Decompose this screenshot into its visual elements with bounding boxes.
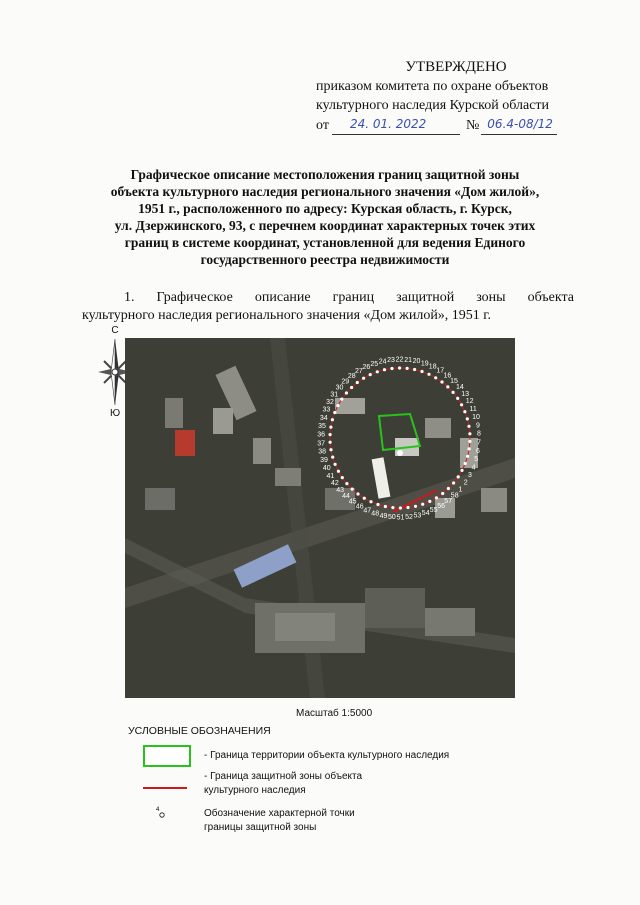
boundary-point-label-54: 54 bbox=[421, 510, 430, 518]
boundary-point-label-8: 8 bbox=[476, 430, 481, 438]
boundary-point-46 bbox=[363, 497, 366, 500]
boundary-point-label-40: 40 bbox=[322, 465, 331, 473]
legend-item-zone-border bbox=[204, 770, 362, 798]
boundary-point-23 bbox=[390, 367, 393, 370]
boundary-point-29 bbox=[350, 386, 353, 389]
number-prefix: № bbox=[465, 118, 480, 133]
boundary-point-label-18: 18 bbox=[428, 363, 437, 371]
boundary-point-label-32: 32 bbox=[326, 398, 334, 406]
boundary-point-34 bbox=[331, 418, 334, 421]
boundary-point-label-49: 49 bbox=[379, 512, 388, 520]
paragraph-word: объекта bbox=[527, 290, 574, 305]
approval-date-row bbox=[316, 115, 596, 135]
boundary-point-label-12: 12 bbox=[465, 398, 474, 406]
boundary-point-label-1: 1 bbox=[458, 486, 463, 494]
boundary-point-label-3: 3 bbox=[468, 472, 472, 480]
boundary-point-38 bbox=[329, 448, 332, 451]
boundary-point-label-21: 21 bbox=[404, 356, 412, 364]
boundary-point-label-6: 6 bbox=[476, 447, 480, 455]
boundary-point-label-58: 58 bbox=[450, 492, 459, 500]
boundary-point-label-23: 23 bbox=[387, 357, 395, 364]
boundary-point-8 bbox=[468, 432, 471, 435]
boundary-point-label-27: 27 bbox=[355, 368, 363, 376]
map-scale: Масштаб 1:5000 bbox=[296, 708, 373, 719]
paragraph-word: Графическое bbox=[156, 290, 233, 305]
boundary-point-24 bbox=[383, 368, 386, 371]
legend-item-point bbox=[204, 807, 355, 835]
boundary-point-3 bbox=[460, 469, 463, 472]
boundary-point-label-15: 15 bbox=[450, 377, 458, 385]
aerial-map bbox=[125, 338, 515, 698]
heading-line-4: ул. Дзержинского, 93, с перечнем координат характерных точек этих bbox=[114, 218, 536, 233]
boundary-point-label-56: 56 bbox=[437, 502, 445, 510]
boundary-point-32 bbox=[336, 404, 339, 407]
boundary-point-label-48: 48 bbox=[371, 510, 380, 518]
boundary-point-20 bbox=[413, 368, 416, 371]
boundary-point-18 bbox=[427, 373, 430, 376]
approval-line-2: культурного наследия Курской области bbox=[316, 98, 550, 113]
boundary-point-label-20: 20 bbox=[412, 358, 421, 366]
boundary-point-15 bbox=[446, 385, 449, 388]
boundary-point-label-17: 17 bbox=[436, 367, 445, 375]
boundary-point-4 bbox=[464, 462, 467, 465]
paragraph-word: границ bbox=[332, 290, 375, 305]
boundary-point-26 bbox=[369, 373, 372, 376]
boundary-point-35 bbox=[329, 426, 332, 429]
legend-item-zone-border-line1: - Граница защитной зоны объекта bbox=[204, 771, 363, 782]
order-date: 24. 01. 2022 bbox=[332, 115, 460, 135]
boundary-point-label-25: 25 bbox=[370, 360, 379, 368]
boundary-point-label-29: 29 bbox=[341, 378, 350, 386]
boundary-point-55 bbox=[428, 500, 431, 503]
compass-north-label: С bbox=[111, 325, 119, 336]
boundary-point-label-31: 31 bbox=[330, 391, 339, 399]
boundary-point-label-52: 52 bbox=[405, 514, 413, 521]
boundary-point-label-24: 24 bbox=[378, 358, 387, 366]
boundary-point-31 bbox=[340, 398, 343, 401]
boundary-point-33 bbox=[333, 411, 336, 414]
boundary-point-label-42: 42 bbox=[331, 480, 339, 488]
boundary-point-58 bbox=[447, 487, 450, 490]
boundary-point-label-47: 47 bbox=[363, 507, 372, 515]
heading-line-3: 1951 г., расположенного по адресу: Курская область, г. Курск, bbox=[138, 201, 512, 216]
boundary-point-41 bbox=[337, 470, 340, 473]
boundary-point-label-43: 43 bbox=[336, 487, 344, 494]
boundary-point-label-22: 22 bbox=[395, 356, 404, 364]
order-number: 06.4-08/12 bbox=[481, 115, 557, 135]
boundary-point-37 bbox=[329, 441, 332, 444]
boundary-point-30 bbox=[345, 391, 348, 394]
boundary-point-label-37: 37 bbox=[317, 440, 325, 448]
legend-item-point-line2: границы защитной зоны bbox=[204, 822, 317, 833]
boundary-point-10 bbox=[466, 417, 469, 420]
boundary-point-11 bbox=[463, 410, 466, 413]
boundary-point-label-26: 26 bbox=[362, 364, 371, 371]
boundary-point-2 bbox=[457, 475, 460, 478]
boundary-point-9 bbox=[467, 425, 470, 428]
characteristic-point-swatch bbox=[156, 806, 166, 818]
boundary-point-label-14: 14 bbox=[456, 384, 464, 391]
boundary-point-16 bbox=[440, 380, 443, 383]
date-prefix: от bbox=[316, 118, 329, 133]
boundary-point-label-13: 13 bbox=[461, 390, 469, 398]
boundary-point-label-35: 35 bbox=[318, 423, 326, 431]
boundary-point-label-4: 4 bbox=[471, 464, 476, 472]
boundary-point-51 bbox=[399, 506, 402, 509]
boundary-point-label-11: 11 bbox=[469, 405, 477, 413]
paragraph-first-line bbox=[82, 289, 574, 307]
boundary-point-45 bbox=[356, 492, 359, 495]
boundary-point-label-45: 45 bbox=[348, 498, 357, 506]
boundary-point-label-10: 10 bbox=[472, 413, 480, 421]
boundary-point-56 bbox=[435, 496, 438, 499]
boundary-point-label-50: 50 bbox=[388, 514, 396, 522]
zone-border-swatch bbox=[143, 787, 187, 789]
boundary-point-label-53: 53 bbox=[413, 512, 422, 520]
boundary-point-6 bbox=[468, 447, 471, 450]
boundary-point-label-19: 19 bbox=[420, 360, 429, 368]
boundary-point-40 bbox=[334, 463, 337, 466]
boundary-point-label-39: 39 bbox=[320, 457, 328, 465]
boundary-point-label-36: 36 bbox=[317, 431, 325, 439]
compass-south-label: Ю bbox=[109, 408, 121, 419]
legend-item-point-line1: Обозначение характерной точки bbox=[204, 808, 355, 819]
boundary-point-50 bbox=[391, 506, 394, 509]
boundary-point-1 bbox=[452, 481, 455, 484]
legend-title: УСЛОВНЫЕ ОБОЗНАЧЕНИЯ bbox=[128, 725, 271, 737]
boundary-point-label-9: 9 bbox=[475, 422, 480, 430]
boundary-point-21 bbox=[406, 367, 409, 370]
boundary-point-14 bbox=[452, 391, 455, 394]
paragraph-word: описание bbox=[254, 290, 311, 305]
document-heading bbox=[80, 166, 570, 268]
heading-line-2: объекта культурного наследия регионального значения «Дом жилой», bbox=[110, 184, 540, 199]
boundary-point-19 bbox=[420, 370, 423, 373]
boundary-point-5 bbox=[466, 455, 469, 458]
boundary-point-label-7: 7 bbox=[476, 439, 481, 447]
boundary-point-label-55: 55 bbox=[429, 507, 438, 514]
boundary-point-label-34: 34 bbox=[319, 414, 328, 422]
boundary-point-label-28: 28 bbox=[347, 372, 356, 380]
boundary-point-49 bbox=[384, 505, 387, 508]
boundary-point-label-5: 5 bbox=[474, 456, 479, 464]
boundary-point-42 bbox=[341, 476, 344, 479]
boundary-point-label-44: 44 bbox=[342, 493, 350, 501]
paragraph-second-line: культурного наследия регионального значения «Дом жилой», 1951 г. bbox=[82, 308, 491, 323]
approval-line-1: приказом комитета по охране объектов bbox=[316, 79, 549, 94]
heading-line-1: Графическое описание местоположения границ защитной зоны bbox=[130, 167, 520, 182]
boundary-point-label-33: 33 bbox=[322, 406, 331, 414]
boundary-point-25 bbox=[376, 370, 379, 373]
paragraph-word: защитной bbox=[396, 290, 455, 305]
boundary-point-7 bbox=[468, 440, 471, 443]
boundary-point-13 bbox=[456, 397, 459, 400]
object-border-swatch bbox=[143, 745, 191, 767]
boundary-point-48 bbox=[376, 503, 379, 506]
boundary-point-52 bbox=[406, 506, 409, 509]
boundary-point-label-46: 46 bbox=[355, 503, 364, 511]
boundary-point-12 bbox=[460, 403, 463, 406]
boundary-point-47 bbox=[369, 500, 372, 503]
boundary-point-28 bbox=[356, 381, 359, 384]
legend-item-object-border: - Граница территории объекта культурного наследия bbox=[204, 750, 450, 761]
legend-item-zone-border-line2: культурного наследия bbox=[204, 785, 306, 796]
boundary-point-label-16: 16 bbox=[443, 372, 452, 380]
paragraph-word: зоны bbox=[476, 290, 506, 305]
boundary-point-36 bbox=[329, 433, 332, 436]
boundary-point-label-2: 2 bbox=[463, 479, 468, 487]
boundary-point-54 bbox=[421, 503, 424, 506]
boundary-point-22 bbox=[398, 366, 401, 369]
heading-line-6: государственного реестра недвижимости bbox=[200, 252, 450, 267]
paragraph-1 bbox=[82, 289, 574, 325]
map-canvas bbox=[125, 338, 515, 698]
boundary-point-53 bbox=[414, 505, 417, 508]
approval-block bbox=[316, 58, 596, 135]
boundary-point-label-30: 30 bbox=[335, 384, 344, 392]
boundary-point-label-41: 41 bbox=[326, 472, 335, 480]
boundary-point-label-57: 57 bbox=[444, 498, 453, 506]
boundary-point-57 bbox=[441, 492, 444, 495]
boundary-point-43 bbox=[345, 482, 348, 485]
approval-title: УТВЕРЖДЕНО bbox=[405, 59, 507, 75]
boundary-point-label-51: 51 bbox=[396, 514, 405, 522]
boundary-point-label-38: 38 bbox=[318, 448, 326, 456]
heading-line-5: границ в системе координат, установленной для ведения Единого bbox=[124, 235, 526, 250]
paragraph-word: 1. bbox=[124, 290, 135, 305]
point-sample-label: 4 bbox=[156, 807, 160, 813]
boundary-point-27 bbox=[362, 377, 365, 380]
boundary-point-17 bbox=[434, 376, 437, 379]
boundary-point-44 bbox=[351, 488, 354, 491]
boundary-point-39 bbox=[331, 456, 334, 459]
